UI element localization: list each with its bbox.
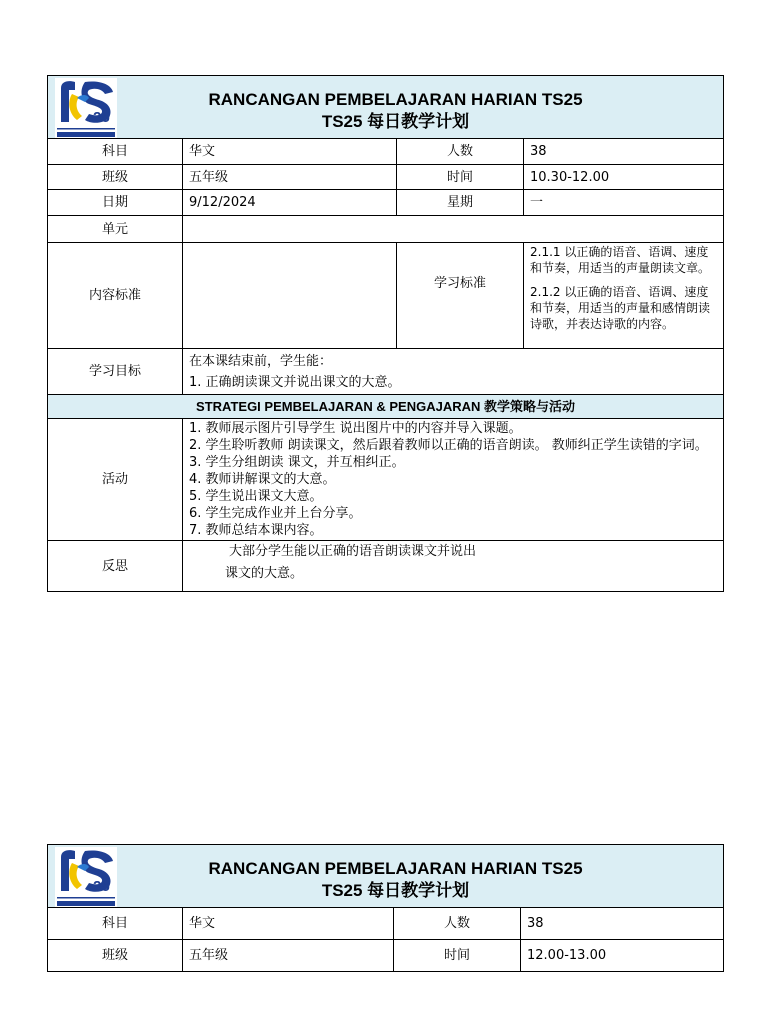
day-value: 一: [524, 190, 724, 216]
lesson-plan-table: [47, 844, 724, 972]
subject-value: 华文: [183, 139, 397, 165]
class-label: 班级: [48, 165, 183, 190]
day-label: 星期: [397, 190, 524, 216]
strategy-heading: STRATEGI PEMBELAJARAN & PENGAJARAN 教学策略与活动: [48, 395, 724, 419]
learning-standard-list: [524, 243, 724, 349]
ts25-logo: [55, 847, 117, 907]
subject-label: 科目: [48, 908, 183, 940]
plan-header: [48, 76, 724, 139]
class-value: 五年级: [183, 940, 394, 972]
enrolment-value: 38: [521, 908, 724, 940]
reflection: [183, 541, 724, 592]
time-value: 10.30-12.00: [524, 165, 724, 190]
date-value: 9/12/2024: [183, 190, 397, 216]
activity-list: [183, 419, 724, 541]
class-label: 班级: [48, 940, 183, 972]
topic-value: [183, 216, 724, 243]
learning-standard-item: 2.1.1 以正确的语音、语调、速度和节奏，用适当的声量朗读文章。: [530, 245, 711, 275]
plan-header: [48, 845, 724, 908]
learning-goal: [183, 349, 724, 395]
activity-step: 3. 学生分组朗读 课文，并互相纠正。: [189, 455, 405, 470]
content-standard-label: 内容标准: [48, 243, 183, 349]
activity-step: 1. 教师展示图片引导学生 说出图片中的内容并导入课题。: [189, 421, 522, 436]
reflection-line: 大部分学生能以正确的语音朗读课文并说出: [229, 544, 477, 559]
learning-goal-intro: 在本课结束前，学生能：: [189, 353, 333, 369]
plan-title: RANCANGAN PEMBELAJARAN HARIAN TS25: [208, 90, 583, 109]
subject-label: 科目: [48, 139, 183, 165]
reflection-label: 反思: [48, 541, 183, 592]
learning-goal-label: 学习目标: [48, 349, 183, 395]
class-value: 五年级: [183, 165, 397, 190]
learning-standard-label: 学习标准: [397, 243, 524, 349]
time-value: 12.00-13.00: [521, 940, 724, 972]
subject-value: 华文: [183, 908, 394, 940]
enrolment-label: 人数: [397, 139, 524, 165]
enrolment-label: 人数: [394, 908, 521, 940]
plan-subtitle: TS25 每日教学计划: [321, 112, 470, 131]
enrolment-value: 38: [524, 139, 724, 165]
time-label: 时间: [397, 165, 524, 190]
activity-step: 2. 学生聆听教师 朗读课文，然后跟着教师以正确的语音朗读。 教师纠正学生读错的字词。: [189, 438, 708, 453]
lesson-plan-table: [47, 75, 724, 592]
learning-standard-item: 2.1.2 以正确的语音、语调、速度和节奏，用适当的声量和感情朗读诗歌，并表达诗歌的内容。: [530, 285, 711, 331]
activity-step: 6. 学生完成作业并上台分享。: [189, 506, 362, 521]
plan-subtitle: TS25 每日教学计划: [321, 881, 470, 900]
activity-step: 5. 学生说出课文大意。: [189, 489, 323, 504]
content-standard-value: [183, 243, 397, 349]
topic-label: 单元: [48, 216, 183, 243]
activity-step: 4. 教师讲解课文的大意。: [189, 472, 336, 487]
activity-label: 活动: [48, 419, 183, 541]
plan-title: RANCANGAN PEMBELAJARAN HARIAN TS25: [208, 859, 583, 878]
ts25-logo: [55, 78, 117, 138]
activity-step: 7. 教师总结本课内容。: [189, 523, 323, 538]
learning-goal-item: 1. 正确朗读课文并说出课文的大意。: [189, 374, 401, 390]
reflection-line: 课文的大意。: [225, 566, 304, 581]
date-label: 日期: [48, 190, 183, 216]
time-label: 时间: [394, 940, 521, 972]
